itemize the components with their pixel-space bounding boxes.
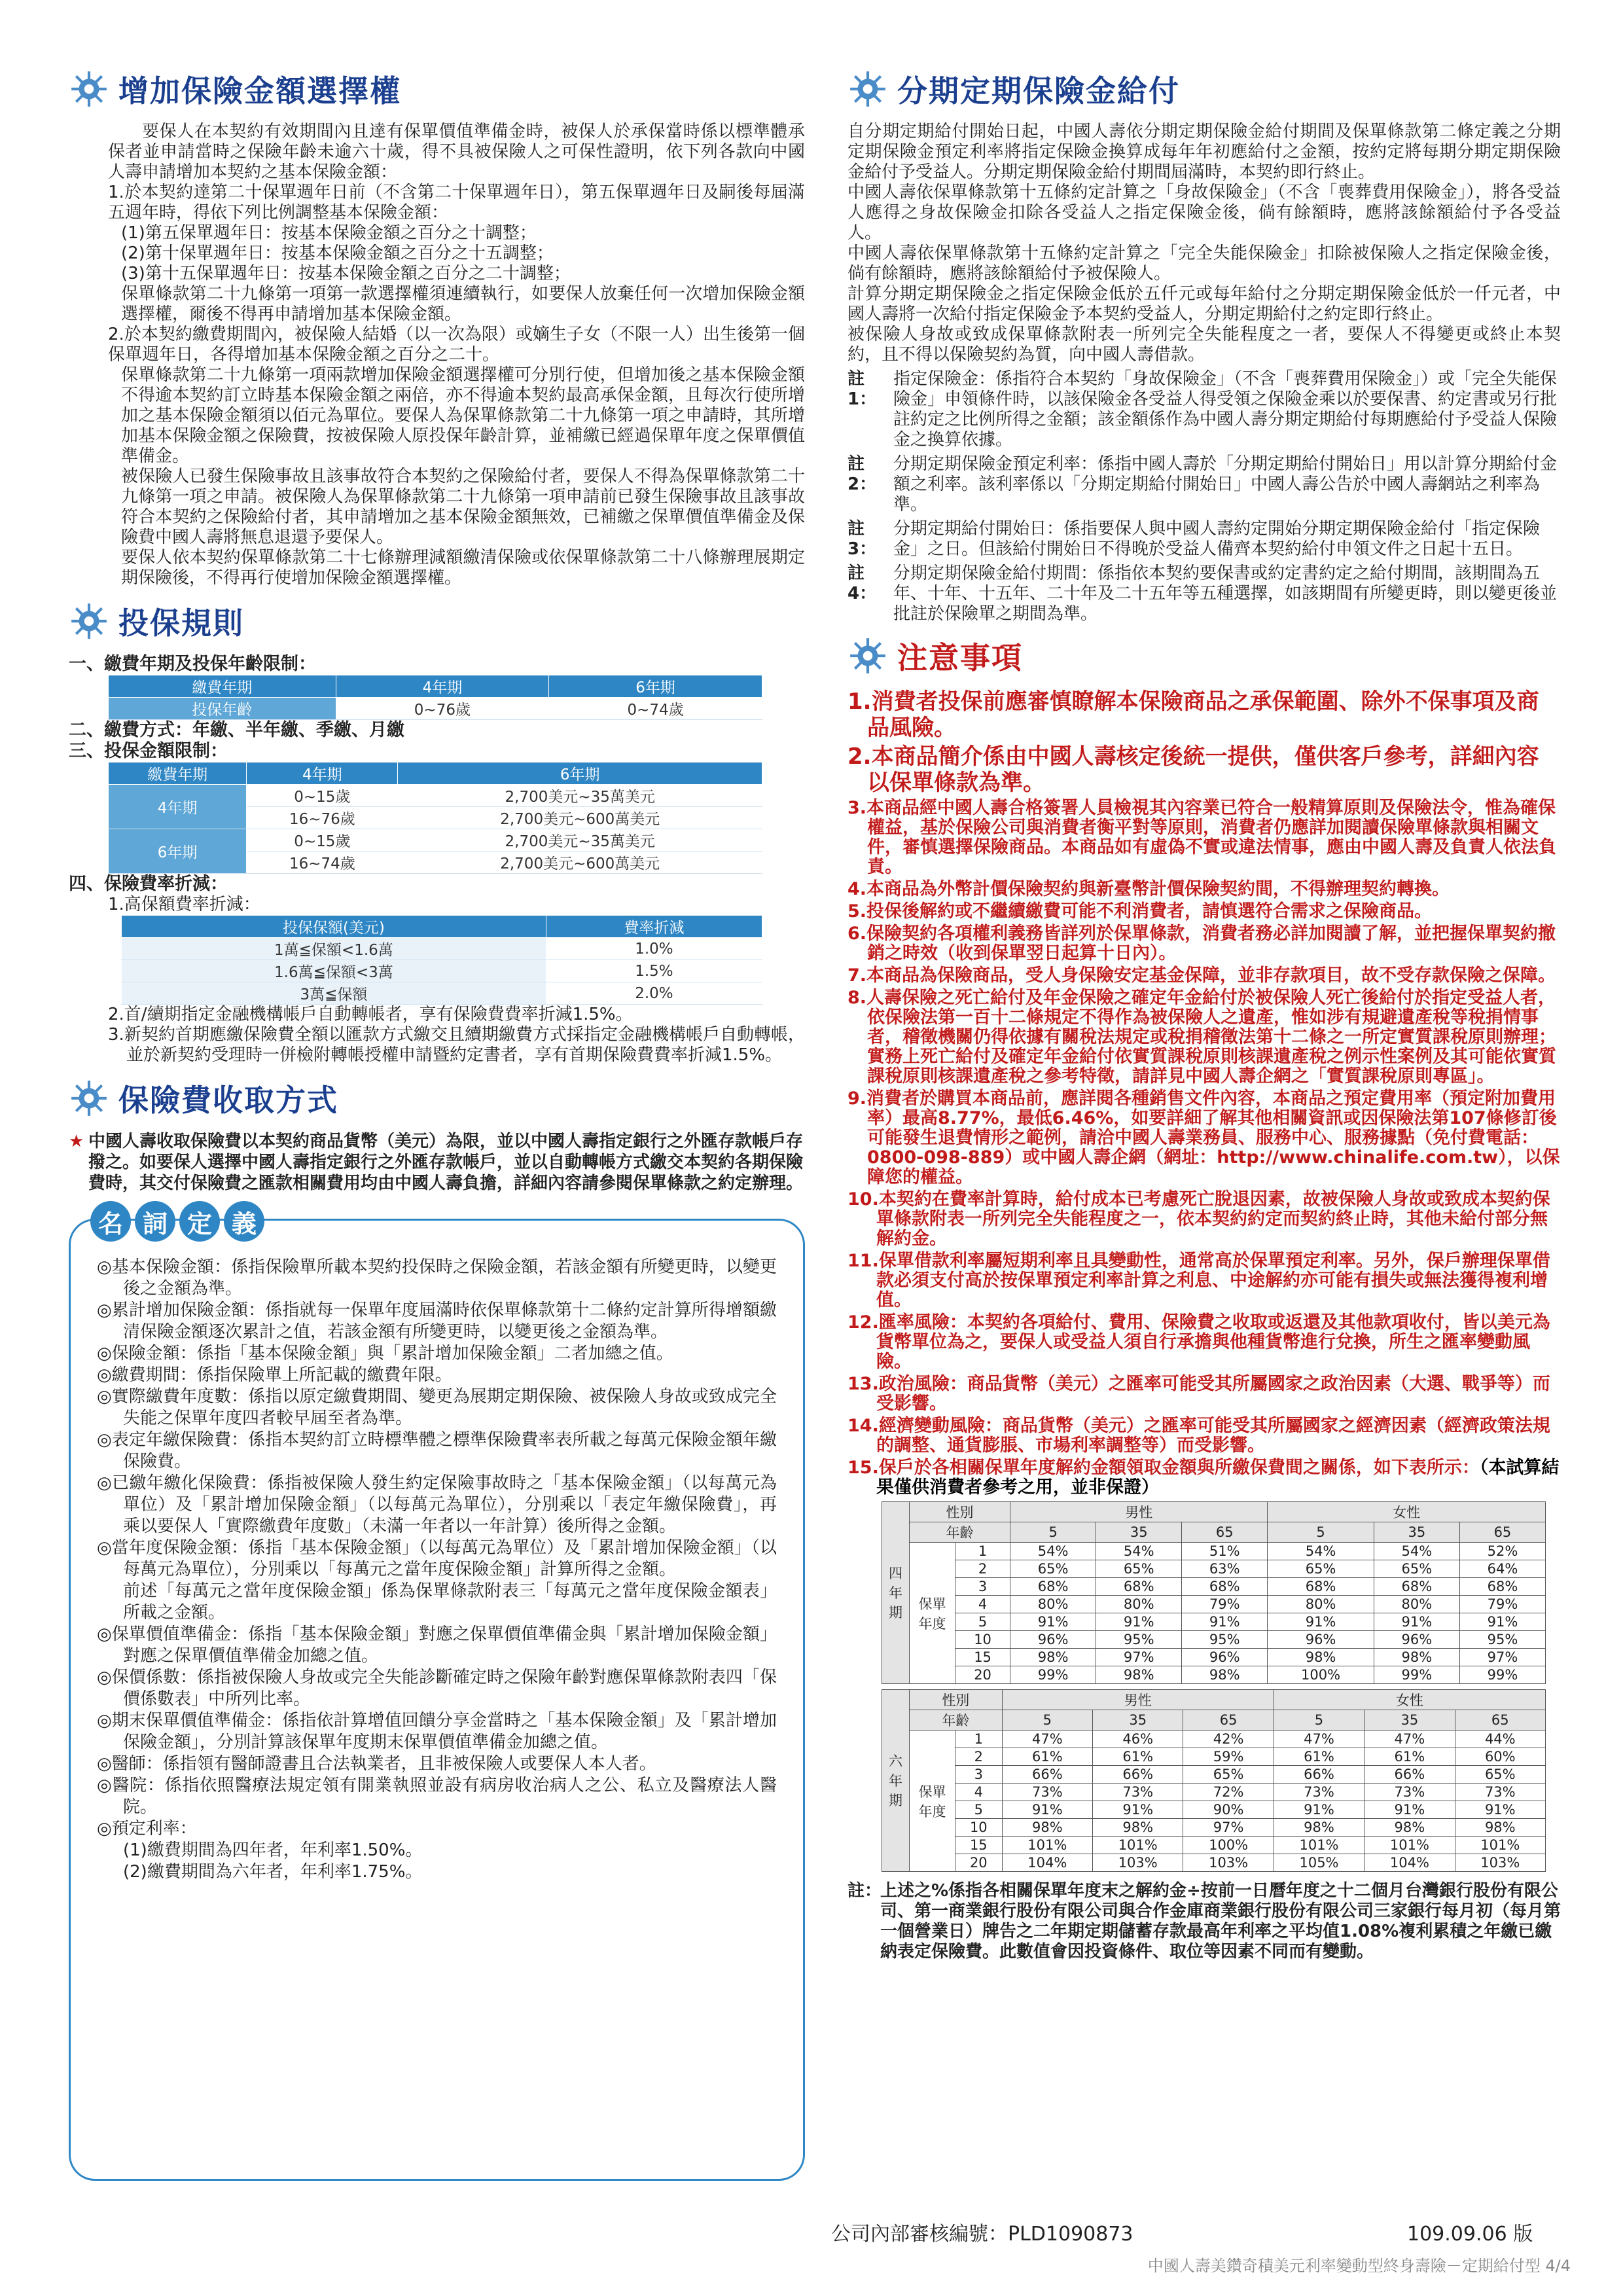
definition-item: ◎表定年繳保險費：係指本契約訂立時標準體之標準保險費率表所載之每萬元保險金額年繳保險費。 [97,1430,777,1471]
table-cell: 96% [1182,1649,1268,1666]
table-cell: 0~74歲 [549,698,762,720]
footnote-text: 上述之%係指各相關保單年度末之解約金÷按前一日曆年度之十二個月台灣銀行股份有限公司、第一商業銀行股份有限公司與合作金庫商業銀行股份有限公司三家銀行每月初（每月第一個營業日）牌告之二年期定期儲蓄存款最高年利率之平均值1.08%複利累積之年繳已繳納表定保險費。此數值會因投資條件、取位等因素不同而有變動。 [880,1881,1561,1962]
table-cell: 91% [1182,1613,1268,1631]
table-cell: 60% [1455,1748,1545,1766]
table-cell: 54% [1096,1543,1182,1560]
definition-item: (1)繳費期間為四年者，年利率1.50%。 [123,1840,423,1860]
table-cell: 54% [1010,1543,1096,1560]
paragraph: 2.首/續期指定金融機構帳戶自動轉帳者，享有保險費費率折減1.5%。 [108,1005,633,1024]
list-item: (2)第十保單週年日：按基本保險金額之百分之十五調整； [121,243,554,263]
age-limit-table [108,675,762,720]
table-cell: 54% [1268,1543,1374,1560]
definition-item: (2)繳費期間為六年者，年利率1.75%。 [123,1862,423,1882]
table-cell: 3萬≦保額 [122,982,546,1005]
paragraph: 1.高保額費率折減： [108,895,260,914]
paragraph: 被保險人身故或致成保單條款附表一所列完全失能程度之一者，要保人不得變更或終止本契約，且不得以保險契約為質，向中國人壽借款。 [847,325,1561,365]
table-cell: 44% [1455,1731,1545,1748]
table-header: 性別 [910,1690,1003,1710]
table-cell: 42% [1183,1731,1274,1748]
footnote [847,369,1561,450]
table-cell: 91% [1268,1613,1374,1631]
paragraph: 要保人在本契約有效期間內且達有保單價值準備金時，被保人於承保當時係以標準體承保者並申請當時之保險年齡未逾六十歲，得不具被保險人之可保性證明，依下列各款向中國人壽申請增加本契約之基本保險金額： [108,122,805,182]
table-cell: 1 [955,1543,1010,1560]
table-cell: 47% [1002,1731,1092,1748]
section-header-installment [847,65,1561,113]
paragraph: 自分期定期給付開始日起，中國人壽依分期定期保險金給付期間及保單條款第二條定義之分期定期保險金預定利率將指定保險金換算成每年年初應給付之金額，按約定將每期分期定期保險金給付予受益人。分期定期保險金給付期間屆滿時，本契約即行終止。 [847,122,1561,182]
section-header-increase-option [69,65,805,113]
table-cell: 65% [1268,1560,1374,1578]
footnote [847,519,1561,560]
notice-item: 7.本商品為保險商品，受人身保險安定基金保障，並非存款項目，故不受存款保險之保障。 [847,965,1556,986]
definition-item: ◎保險金額：係指「基本保險金額」與「累計增加保險金額」二者加總之值。 [97,1344,673,1363]
notice-item: 9.消費者於購買本商品前，應詳閱各種銷售文件內容，本商品之預定費用率（預定附加費用率）最高8.77%，最低6.46%，如要詳細了解其他相關資訊或因保險法第107條修訂後可能發生退費情形之範例，請洽中國人壽業務員、服務中心、服務據點（免付費電話：0800-098-889）或中國人壽企網（網址：http://www.chinalife.com.tw），以保障您的權益。 [847,1088,1560,1187]
definition-item: ◎保價係數：係指被保險人身故或完全失能診斷確定時之保險年齡對應保單條款附表四「保價係數表」中所列比率。 [97,1668,777,1709]
notice-item: 11.保單借款利率屬短期利率且具變動性，通常高於保單預定利率。另外，保戶辦理保單借款必須支付高於按保單預定利率計算之利息、中途解約亦可能有損失或無法獲得複利增值。 [847,1251,1550,1310]
table-header: 65 [1183,1710,1274,1731]
table-cell: 68% [1374,1578,1459,1596]
notice-item: 5.投保後解約或不繼續繳費可能不利消費者，請慎選符合需求之保險商品。 [847,901,1433,922]
table-footnote [847,1881,1561,1962]
notice-text: （本試算結果僅供消費者參考之用，並非保證） [876,1458,1560,1498]
table-cell: 73% [1364,1784,1455,1801]
table-cell: 91% [1096,1613,1182,1631]
footnote-text: 指定保險金：係指符合本契約「身故保險金」（不含「喪葬費用保險金」）或「完全失能保險金」申領條件時，以該保險金各受益人得受領之保險金乘以於要保書、約定書或另行批註約定之比例所得之金額；該金額係作為中國人壽分期定期給付每期應給付予受益人保險金之換算依據。 [893,369,1558,450]
table-header: 投保保額(美元) [122,916,546,938]
table-cell: 66% [1093,1766,1183,1784]
definition-item: ◎醫師：係指領有醫師證書且合法執業者，且非被保險人或要保人本人者。 [97,1754,656,1774]
amount-limit-table [108,762,762,874]
notice-item: 4.本商品為外幣計價保險契約與新臺幣計價保險契約間，不得辦理契約轉換。 [847,879,1450,899]
term-label: 年 [889,1585,902,1601]
table-cell: 105% [1274,1854,1364,1872]
table-cell: 3 [955,1766,1003,1784]
table-cell: 103% [1093,1854,1183,1872]
list-item: 2.於本契約繳費期間內，被保險人結婚（以一次為限）或嫡生子女（不限一人）出生後第一個保單週年日，各得增加基本保險金額之百分之二十。 [108,325,805,365]
table-cell: 95% [1182,1631,1268,1649]
table-cell: 99% [1010,1666,1096,1684]
table-cell: 65% [1455,1766,1545,1784]
table-cell: 2 [955,1748,1003,1766]
section-header-rules [69,598,805,645]
section-header-notice [847,632,1561,679]
table-header: 女性 [1268,1502,1546,1522]
table-header: 5 [1002,1710,1092,1731]
table-cell: 96% [1010,1631,1096,1649]
term-label: 期 [889,1604,902,1621]
table-header: 35 [1364,1710,1455,1731]
table-cell: 72% [1183,1784,1274,1801]
table-cell: 51% [1182,1543,1268,1560]
table-cell: 65% [1010,1560,1096,1578]
right-column [847,65,1561,1962]
table-cell: 80% [1268,1596,1374,1613]
notice-item: 8.人壽保險之死亡給付及年金保險之確定年金給付於被保險人死亡後給付於指定受益人者，依保險法第一百十二條規定不得作為被保險人之遺產，惟如涉有規避遺產稅等稅捐情事者，稽徵機關仍得依據有關稅法規定或稅捐稽徵法第十二條之一所定實質課稅原則辦理；實務上死亡給付及確定年金給付依實質課稅原則核課遺產稅之例示性案例及其可能依實質課稅原則核課遺產稅之參考特徵，請詳見中國人壽企網之「實質課稅原則專區」。 [847,988,1556,1086]
table-cell: 79% [1182,1596,1268,1613]
table-cell: 52% [1459,1543,1545,1560]
table-cell: 79% [1459,1596,1545,1613]
table-cell: 98% [1274,1819,1364,1837]
notice-item: 10.本契約在費率計算時，給付成本已考慮死亡脫退因素，故被保險人身故或致成本契約保單條款附表一所列完全失能程度之一，依本契約約定而契約終止時，其他未給付部分無解約金。 [847,1189,1550,1249]
title-char: 義 [224,1201,264,1242]
section-header-premium-collection [69,1075,805,1122]
table-cell: 4 [955,1596,1010,1613]
notice-item: 3.本商品經中國人壽合格簽署人員檢視其內容業已符合一般精算原則及保險法令，惟為確保權益，基於保險公司與消費者衡平對等原則，消費者仍應詳加閱讀保險單條款與相關文件，審慎選擇保險商品。本商品如有虛偽不實或違法情事，應由中國人壽及負責人依法負責。 [847,798,1556,877]
definition-item: ◎當年度保險金額：係指「基本保險金額」（以每萬元為單位）及「累計增加保險金額」（以每萬元為單位），分別乘以「每萬元之當年度保險金額」計算所得之金額。 [97,1538,777,1579]
table-cell: 100% [1268,1666,1374,1684]
definition-item: ◎已繳年繳化保險費：係指被保險人發生約定保險事故時之「基本保險金額」（以每萬元為單位）及「累計增加保險金額」（以每萬元為單位），分別乘以「表定年繳保險費」，再乘以要保人「實際繳費年度數」（未滿一年者以一年計算）後所得之金額。 [97,1473,777,1536]
section-title: 保險費收取方式 [118,1083,338,1118]
title-char: 定 [179,1201,220,1242]
version: 109.09.06 版 [1407,2223,1533,2246]
table-header: 5 [1274,1710,1364,1731]
table-cell: 95% [1096,1631,1182,1649]
paragraph: 保單條款第二十九條第一項第一款選擇權須連續執行，如要保人放棄任何一次增加保險金額選擇權，爾後不得再申請增加基本保險金額。 [121,284,805,324]
table-cell: 5 [955,1613,1010,1631]
table-header: 費率折減 [546,916,762,938]
table-cell: 95% [1459,1631,1545,1649]
table-cell: 投保年齡 [109,698,336,720]
subheading: 二、繳費方式：年繳、半年繳、季繳、月繳 [69,720,404,740]
table-cell: 97% [1459,1649,1545,1666]
section-title: 投保規則 [118,605,244,641]
subheading: 一、繳費年期及投保年齡限制： [69,654,316,674]
table-cell: 91% [1455,1801,1545,1819]
table-cell: 97% [1183,1819,1274,1837]
table-cell: 66% [1274,1766,1364,1784]
definitions-box [69,1209,805,2181]
notice-item: 12.匯率風險：本契約各項給付、費用、保險費之收取或返還及其他款項收付，皆以美元為貨幣單位為之，要保人或受益人須自行承擔與他種貨幣進行兌換，所生之匯率變動風險。 [847,1312,1550,1372]
table-cell: 101% [1002,1837,1092,1854]
table-cell: 5 [955,1801,1003,1819]
table-cell: 15 [955,1649,1010,1666]
table-cell: 103% [1455,1854,1545,1872]
footnote-key: 註3： [847,519,877,559]
table-cell: 96% [1268,1631,1374,1649]
notice-text: 15.保戶於各相關保單年度解約金額領取金額與所繳保費間之關係，如下表所示： [847,1458,1480,1478]
virus-burst-icon [69,1078,109,1119]
paragraph: 中國人壽依保單條款第十五條約定計算之「完全失能保險金」扣除被保險人之指定保險金後，倘有餘額時，應將該餘額給付予被保險人。 [847,243,1561,283]
review-code: 公司內部審核編號：PLD1090873 [831,2223,1133,2246]
table-cell: 15 [955,1837,1003,1854]
table-cell: 73% [1002,1784,1092,1801]
table-header: 性別 [910,1502,1010,1522]
notice-list [847,689,1561,1498]
footnote-key: 註1： [847,369,877,409]
table-cell: 68% [1096,1578,1182,1596]
table-cell: 20 [955,1666,1010,1684]
table-header: 男性 [1002,1690,1274,1710]
product-name: 中國人壽美鑽奇積美元利率變動型終身壽險－定期給付型 4/4 [1147,2257,1571,2275]
table-cell: 2,700美元~600萬美元 [398,807,762,829]
table-cell: 1.5% [546,960,762,982]
table-header: 6年期 [398,762,762,785]
table-cell: 47% [1364,1731,1455,1748]
definition-item: ◎預定利率： [97,1819,197,1839]
table-cell: 98% [1010,1649,1096,1666]
table-cell: 98% [1268,1649,1374,1666]
table-cell: 2 [955,1560,1010,1578]
virus-burst-icon [69,601,109,641]
table-cell: 59% [1183,1748,1274,1766]
table-cell: 98% [1374,1649,1459,1666]
subheading: 三、投保金額限制： [69,741,228,761]
notice-item: 2.本商品簡介係由中國人壽核定後統一提供，僅供客戶參考，詳細內容以保單條款為準。 [847,744,1539,796]
footnote-text: 分期定期給付開始日：係指要保人與中國人壽約定開始分期定期保險金給付「指定保險金」之日。但該給付開始日不得晚於受益人備齊本契約給付申領文件之日起十五日。 [893,519,1541,559]
footnote-text: 分期定期保險金給付期間：係指依本契約要保書或約定書約定之給付期間，該期間為五年、十年、十五年、二十年及二十五年等五種選擇，如該期間有所變更時，則以變更後並批註於保險單之期間為準。 [893,564,1558,624]
table-cell: 68% [1268,1578,1374,1596]
term-label: 年 [889,1772,902,1789]
subheading: 四、保險費率折減： [69,874,228,894]
table-cell: 61% [1002,1748,1092,1766]
table-header: 保單年度 [910,1543,955,1684]
table-header: 年齡 [910,1522,1010,1543]
table-header: 繳費年期 [109,675,336,698]
notice-item: 13.政治風險：商品貨幣（美元）之匯率可能受其所屬國家之政治因素（大選、戰爭等）而受影響。 [847,1374,1550,1414]
notice-item: 1.消費者投保前應審慎瞭解本保險商品之承保範圍、除外不保事項及商品風險。 [847,689,1539,741]
footnote-text: 分期定期保險金預定利率：係指中國人壽於「分期定期給付開始日」用以計算分期給付金額之利率。該利率係以「分期定期給付開始日」中國人壽公告於中國人壽網站之利率為準。 [893,454,1558,514]
table-cell: 91% [1093,1801,1183,1819]
section-title: 注意事項 [897,640,1023,675]
table-cell: 1 [955,1731,1003,1748]
table-cell: 96% [1374,1631,1459,1649]
list-item: (3)第十五保單週年日：按基本保險金額之百分之二十調整； [121,264,571,283]
table-cell: 6年期 [109,829,247,874]
table-cell: 68% [1010,1578,1096,1596]
table-cell: 80% [1010,1596,1096,1613]
table-cell: 91% [1364,1801,1455,1819]
table-header: 4年期 [336,675,549,698]
paragraph: 保單條款第二十九條第一項兩款增加保險金額選擇權可分別行使，但增加後之基本保險金額不得逾本契約訂立時基本保險金額之兩倍，亦不得逾本契約最高承保金額，且每次行使所增加之基本保險金額須以佰元為單位。要保人為保單條款第二十九條第一項之申請時，其所增加基本保險金額之保險費，按被保險人原投保年齡計算，並補繳已經過保單年度之保單價值準備金。 [121,365,805,466]
term-label: 四 [889,1565,902,1581]
definition-item: ◎保單價值準備金：係指「基本保險金額」對應之保單價值準備金與「累計增加保險金額」對應之保單價值準備金加總之值。 [97,1624,777,1666]
list-item: 1.於本契約達第二十保單週年日前（不含第二十保單週年日），第五保單週年日及嗣後每屆滿五週年時，得依下列比例調整基本保險金額： [108,183,805,223]
virus-burst-icon [69,69,109,109]
term-label: 期 [889,1792,902,1808]
table-header: 65 [1182,1522,1268,1543]
footnote-key: 註： [847,1881,882,1901]
table-cell: 101% [1455,1837,1545,1854]
table-cell: 2,700美元~35萬美元 [398,829,762,852]
paragraph: 要保人依本契約保單條款第二十七條辦理減額繳清保險或依保單條款第二十八條辦理展期定期保險後，不得再行使增加保險金額選擇權。 [121,548,805,588]
table-header: 繳費年期 [109,762,247,785]
table-cell: 66% [1364,1766,1455,1784]
table-cell: 97% [1096,1649,1182,1666]
table-cell: 0~76歲 [336,698,549,720]
table-cell: 0~15歲 [247,785,398,807]
table-cell: 80% [1096,1596,1182,1613]
table-header: 65 [1459,1522,1545,1543]
footnote [847,564,1561,624]
table-cell: 61% [1274,1748,1364,1766]
table-header: 35 [1374,1522,1459,1543]
table-cell: 99% [1374,1666,1459,1684]
definition-item: ◎醫院：係指依照醫療法規定領有開業執照並設有病房收治病人之公、私立及醫療法人醫院。 [97,1776,777,1817]
table-cell: 80% [1374,1596,1459,1613]
definition-item: ◎實際繳費年度數：係指以原定繳費期間、變更為展期定期保險、被保險人身故或致成完全失能之保單年度四者較早屆至者為準。 [97,1387,777,1428]
virus-burst-icon [847,636,888,676]
table-cell: 65% [1096,1560,1182,1578]
table-header: 35 [1093,1710,1183,1731]
table-header: 保單年度 [910,1731,955,1872]
table-cell: 16~76歲 [247,807,398,829]
left-column [69,65,805,2181]
table-header: 6年期 [549,675,762,698]
table-cell: 73% [1455,1784,1545,1801]
table-cell: 10 [955,1631,1010,1649]
paragraph: 被保險人已發生保險事故且該事故符合本契約之保險給付者，要保人不得為保單條款第二十九條第一項之申請。被保險人為保單條款第二十九條第一項申請前已發生保險事故且該事故符合本契約之保險給付者，其申請增加之基本保險金額無效，已補繳之保單價值準備金及保險費中國人壽將無息退還予要保人。 [121,467,805,547]
table-cell: 98% [1364,1819,1455,1837]
table-cell: 2.0% [546,982,762,1005]
surrender-ratio-table-6yr [882,1689,1546,1872]
table-cell: 0~15歲 [247,829,398,852]
table-cell: 90% [1183,1801,1274,1819]
table-cell: 4年期 [109,785,247,829]
definition-item: ◎基本保險金額：係指保險單所載本契約投保時之保險金額，若該金額有所變更時，以變更後之金額為準。 [97,1257,777,1299]
table-cell: 64% [1459,1560,1545,1578]
table-cell: 101% [1274,1837,1364,1854]
table-header: 5 [1268,1522,1374,1543]
title-char: 詞 [135,1201,175,1242]
footnote [847,454,1561,515]
table-cell: 61% [1364,1748,1455,1766]
title-char: 名 [90,1201,131,1242]
table-header: 女性 [1274,1690,1545,1710]
table-cell: 2,700美元~600萬美元 [398,852,762,874]
section-title: 增加保險金額選擇權 [118,73,401,109]
table-cell: 91% [1274,1801,1364,1819]
table-cell: 2,700美元~35萬美元 [398,785,762,807]
definition-item: ◎繳費期間：係指保險單上所記載的繳費年限。 [97,1365,452,1385]
definitions-title [90,1201,268,1242]
term-label: 六 [889,1753,902,1769]
premium-note [69,1131,805,1194]
table-cell: 68% [1182,1578,1268,1596]
table-cell: 101% [1093,1837,1183,1854]
definition-item: ◎期末保單價值準備金：係指依計算增值回饋分享金當時之「基本保險金額」及「累計增加保險金額」，分別計算該保單年度期末保單價值準備金加總之值。 [97,1711,777,1752]
footnote-key: 註2： [847,454,877,494]
table-cell: 91% [1459,1613,1545,1631]
table-cell: 47% [1274,1731,1364,1748]
table-cell: 66% [1002,1766,1092,1784]
table-cell: 91% [1002,1801,1092,1819]
table-cell: 91% [1010,1613,1096,1631]
paragraph: 計算分期定期保險金之指定保險金低於五仟元或每年給付之分期定期保險金低於一仟元者，中國人壽將一次給付指定保險金予本契約受益人，分期定期給付之約定即行終止。 [847,284,1561,324]
paragraph: 中國人壽依保單條款第十五條約定計算之「身故保險金」（不含「喪葬費用保險金」），將各受益人應得之身故保險金扣除各受益人之指定保險金後，倘有餘額時，應將該餘額給付予各受益人。 [847,183,1561,243]
paragraph: 中國人壽收取保險費以本契約商品貨幣（美元）為限，並以中國人壽指定銀行之外匯存款帳戶存撥之。如要保人選擇中國人壽指定銀行之外匯存款帳戶，並以自動轉帳方式繳交本契約各期保險費時，其交付保險費之匯款相關費用均由中國人壽負擔，詳細內容請參閱保單條款之約定辦理。 [88,1132,804,1193]
table-cell: 61% [1093,1748,1183,1766]
section-title: 分期定期保險金給付 [897,73,1180,109]
table-cell: 3 [955,1578,1010,1596]
footnote-key: 註4： [847,564,877,603]
notice-item [847,1458,1561,1498]
notice-item: 14.經濟變動風險：商品貨幣（美元）之匯率可能受其所屬國家之經濟因素（經濟政策法規的調整、通貨膨脹、市場利率調整等）而受影響。 [847,1416,1550,1456]
table-cell: 98% [1093,1819,1183,1837]
table-cell: 73% [1274,1784,1364,1801]
table-cell: 98% [1455,1819,1545,1837]
discount-table [121,915,762,1005]
table-cell: 103% [1183,1854,1274,1872]
table-header: 65 [1455,1710,1545,1731]
table-cell: 1萬≦保額<1.6萬 [122,938,546,960]
table-cell: 73% [1093,1784,1183,1801]
table-header: 5 [1010,1522,1096,1543]
list-item: (1)第五保單週年日：按基本保險金額之百分之十調整； [121,223,537,243]
table-header: 年齡 [910,1710,1003,1731]
definition-item: ◎累計增加保險金額：係指就每一保單年度屆滿時依保單條款第十二條約定計算所得增額繳清保險金額逐次累計之值，若該金額有所變更時，以變更後之金額為準。 [97,1300,777,1342]
table-cell: 10 [955,1819,1003,1837]
table-cell: 98% [1002,1819,1092,1837]
table-cell: 98% [1182,1666,1268,1684]
table-cell: 104% [1002,1854,1092,1872]
table-cell: 1.6萬≦保額<3萬 [122,960,546,982]
table-cell: 65% [1183,1766,1274,1784]
table-cell: 1.0% [546,938,762,960]
virus-burst-icon [847,69,888,109]
table-cell: 68% [1459,1578,1545,1596]
star-icon: ★ [69,1132,84,1151]
table-header: 4年期 [247,762,398,785]
table-cell: 98% [1096,1666,1182,1684]
table-cell: 91% [1374,1613,1459,1631]
paragraph: 3.新契約首期應繳保險費全額以匯款方式繳交且續期繳費方式採指定金融機構帳戶自動轉帳，並於新契約受理時一併檢附轉帳授權申請暨約定書者，享有首期保險費費率折減1.5%。 [108,1025,805,1065]
table-header: 35 [1096,1522,1182,1543]
table-cell: 99% [1459,1666,1545,1684]
table-cell: 16~74歲 [247,852,398,874]
table-cell: 101% [1364,1837,1455,1854]
table-cell: 100% [1183,1837,1274,1854]
surrender-ratio-table-4yr [882,1501,1546,1684]
notice-item: 6.保險契約各項權利義務皆詳列於保單條款，消費者務必詳加閱讀了解，並把握保單契約撤銷之時效（收到保單翌日起算十日內）。 [847,924,1556,963]
table-header: 男性 [1010,1502,1268,1522]
table-cell: 54% [1374,1543,1459,1560]
table-cell: 65% [1374,1560,1459,1578]
table-cell: 4 [955,1784,1003,1801]
definition-item: 前述「每萬元之當年度保險金額」係為保單條款附表三「每萬元之當年度保險金額表」所載之金額。 [123,1581,777,1623]
table-cell: 20 [955,1854,1003,1872]
table-cell: 104% [1364,1854,1455,1872]
table-cell: 46% [1093,1731,1183,1748]
table-cell: 63% [1182,1560,1268,1578]
